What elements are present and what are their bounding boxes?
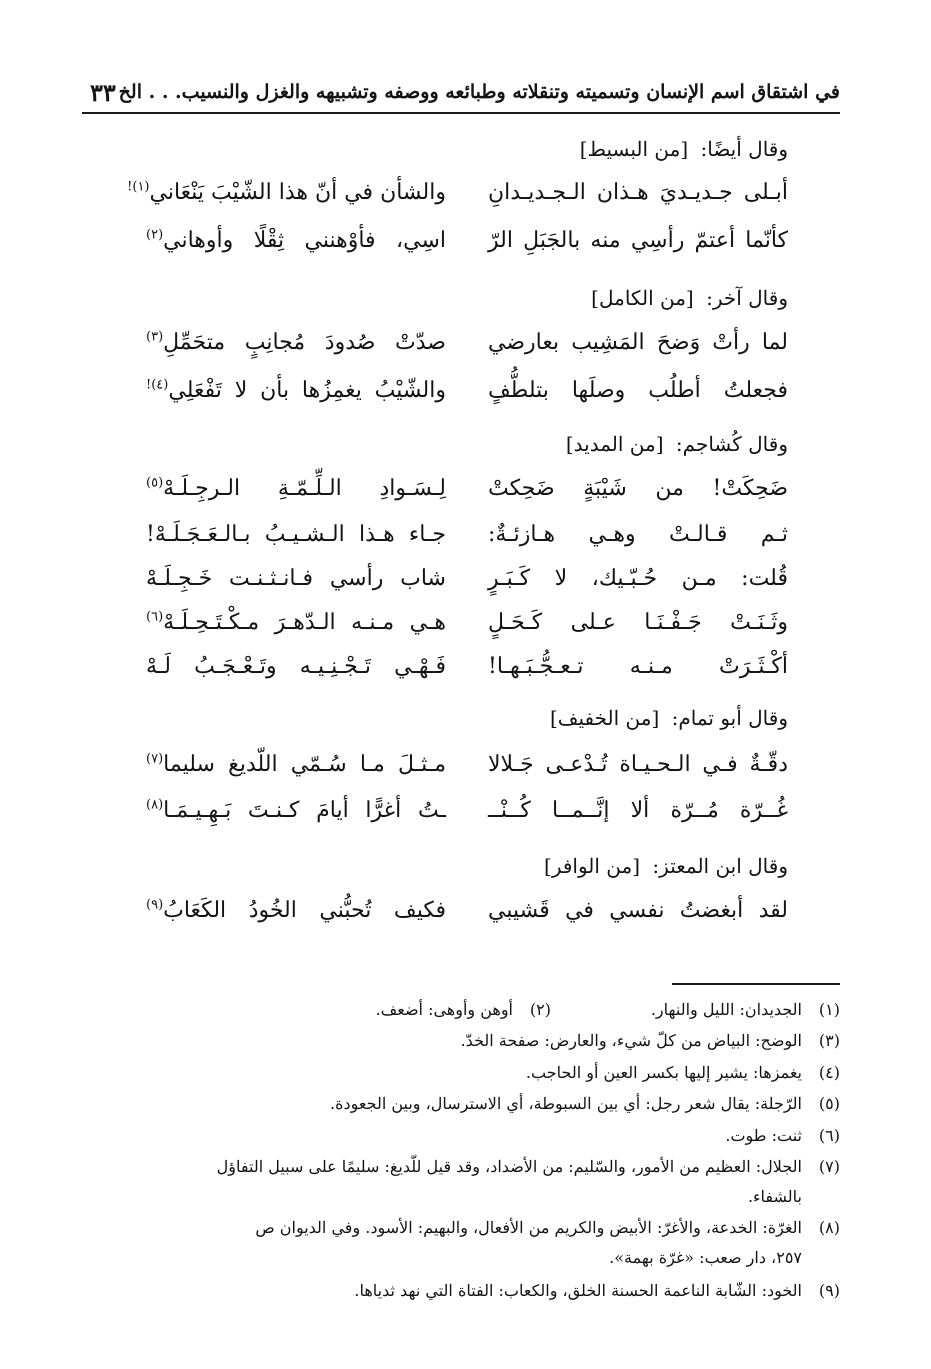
second-hemistich xyxy=(146,228,446,253)
first-hemistich: فجعلتُ أطلُب وصلَها بتلطُّفٍ xyxy=(488,378,788,403)
verse xyxy=(0,566,931,616)
meter-label: [من الخفيف] xyxy=(549,706,660,730)
footnote-marker: (٦) xyxy=(146,609,164,625)
verse xyxy=(0,378,931,428)
footnote-number: (٩) xyxy=(818,1281,840,1300)
poet-attribution: وقال آخر: xyxy=(706,286,788,310)
footnote xyxy=(330,1094,840,1113)
verse xyxy=(0,798,931,848)
poet-attribution: وقال أبو تمام: xyxy=(671,706,788,730)
hemistich-text: هـي مـنـه الـدّهـرَ مـكْـتَـحِـلَـهْ xyxy=(163,610,446,635)
poem-intro xyxy=(544,854,788,878)
verse xyxy=(0,610,931,660)
first-hemistich: غُــرّة مُــرّة ألا إنَّــمــا كُــنْــ xyxy=(488,798,788,823)
page-number: ٣٣ xyxy=(90,77,116,107)
meter-label: [من البسيط] xyxy=(579,137,689,161)
meter-label: [من الكامل] xyxy=(591,286,694,310)
poet-attribution: وقال كُشاجم: xyxy=(675,432,788,456)
running-title: في اشتقاق اسم الإنسان وتسميته وتنقلاته وطبائعه ووصفه وتشبيهه والغزل والنسيب. . . الخ xyxy=(118,81,840,103)
footnote-number: (٧) xyxy=(818,1157,840,1176)
poem-intro xyxy=(580,137,788,161)
footnote-text: ثنت: طوت. xyxy=(725,1126,802,1145)
footnote-marker: (٢) xyxy=(146,227,164,243)
hemistich-text: صدّتْ صُدودَ مُجانِبٍ متحَمِّلِ xyxy=(163,330,446,355)
verse xyxy=(0,330,931,380)
footnote-marker: (٣) xyxy=(146,329,164,345)
first-hemistich: دقّـةٌ فـي الـحـيـاة تُـدْعـى جَـلالا xyxy=(488,752,788,777)
meter-label: [من الوافر] xyxy=(544,854,641,878)
hemistich-text: شاب رأسي فـانـثـنـت خَـجِـلَـهْ xyxy=(146,566,446,591)
second-hemistich xyxy=(146,752,446,777)
first-hemistich: أبـلى جـديـديَ هـذان الـجـديـدانِ xyxy=(488,180,788,205)
verse xyxy=(0,180,931,230)
footnote-number: (١) xyxy=(818,1000,840,1019)
hemistich-text: والشأن في أنّ هذا الشّيْبَ يَنْعَاني xyxy=(149,180,446,205)
poet-attribution: وقال أيضًا: xyxy=(700,137,788,161)
hemistich-text: مـثـلَ مـا سُـمّي اللّديغ سليما xyxy=(163,752,446,777)
second-hemistich xyxy=(127,179,446,205)
verse xyxy=(0,654,931,704)
footnote xyxy=(217,1157,840,1176)
verse xyxy=(0,228,931,278)
footnote-number: (٥) xyxy=(818,1094,840,1113)
first-hemistich: كأنّما أعتمّ رأسِي منه بالجَبَلِ الرّ xyxy=(488,228,788,253)
footnote-marker: (٨) xyxy=(146,797,164,813)
footnote xyxy=(725,1126,840,1145)
footnote-marker: (١)! xyxy=(127,179,150,195)
first-hemistich: أكْـثَـرَتْ مـنـه تـعـجُّـبَـهـا! xyxy=(488,654,788,679)
hemistich-text: فَـهْـي تَـجْـنِـيـه وتَـعْـجَـبُ لَـهْ xyxy=(146,654,446,679)
first-hemistich: ثـم قـالـتْ وهـي هـازئـةٌ: xyxy=(488,522,788,547)
verse xyxy=(0,522,931,572)
running-header xyxy=(82,72,840,114)
poem-intro xyxy=(591,286,788,310)
second-hemistich xyxy=(146,798,446,823)
second-hemistich xyxy=(146,522,446,547)
first-hemistich: ضَحِكَتْ! من شَيْبَةٍ ضَحِكتْ xyxy=(488,476,788,501)
footnote-marker: (٥) xyxy=(146,475,164,491)
second-hemistich xyxy=(146,476,446,501)
hemistich-text: جـاء هـذا الـشـيـبُ بـالـعَـجَـلَـهْ! xyxy=(146,522,446,547)
second-hemistich xyxy=(146,610,446,635)
poem-intro xyxy=(566,432,788,456)
footnote-text: أوهن وأوهى: أضعف. xyxy=(375,1000,513,1019)
second-hemistich xyxy=(146,566,446,591)
poet-attribution: وقال ابن المعتز: xyxy=(652,854,788,878)
footnote-separator xyxy=(672,983,840,985)
hemistich-text: والشّيْبُ يغمِزُها بأن لا تَفْعَلِي xyxy=(168,378,446,403)
footnote-marker: (٩) xyxy=(146,897,164,913)
footnote-number: (٣) xyxy=(818,1031,840,1050)
second-hemistich xyxy=(146,654,446,679)
first-hemistich: قُلت: مـن حُـبّـيك، لا كَـبَـرٍ xyxy=(488,566,788,591)
footnote-text: الوضح: البياض من كلّ شيء، والعارض: صفحة الخدّ. xyxy=(460,1031,802,1050)
footnote xyxy=(651,1000,840,1019)
footnote-text: الجلال: العظيم من الأمور، والسّليم: من الأضداد، وقد قيل للّديغ: سليمًا على سبيل التفاؤل xyxy=(216,1157,802,1176)
first-hemistich: لقد أبغضتُ نفسي في قَشيبي xyxy=(488,898,788,923)
verse xyxy=(0,898,931,948)
footnote xyxy=(255,1218,840,1237)
footnote-text: الجديدان: الليل والنهار. xyxy=(650,1000,802,1019)
second-hemistich xyxy=(146,898,446,923)
footnote xyxy=(354,1281,840,1300)
poem-intro xyxy=(550,706,788,730)
footnote-marker: (٤)! xyxy=(146,377,169,393)
footnote-text: يغمزها: يشير إليها بكسر العين أو الحاجب. xyxy=(525,1063,802,1082)
meter-label: [من المديد] xyxy=(565,432,664,456)
footnote-text: الرّجلة: يقال شعر رجل: أي بين السبوطة، أي الاسترسال، وبين الجعودة. xyxy=(330,1094,802,1113)
footnote-text: الغرّة: الخدعة، والأغرّ: الأبيض والكريم من الأفعال، والبهيم: الأسود. وفي الديوان ص xyxy=(255,1218,802,1237)
footnote-continuation: بالشفاء. xyxy=(747,1187,802,1206)
hemistich-text: لِـسَـوادِ الـلِّـمّـةِ الـرجِـلَـهْ xyxy=(163,476,446,501)
footnote-number: (٤) xyxy=(818,1063,840,1082)
footnote-number: (٦) xyxy=(818,1126,840,1145)
second-hemistich xyxy=(146,378,446,403)
verse xyxy=(0,476,931,526)
footnote-marker: (٧) xyxy=(146,751,164,767)
verse xyxy=(0,752,931,802)
footnote-continuation: ٢٥٧، دار صعب: «غرّة بهمة». xyxy=(609,1248,802,1267)
footnote xyxy=(376,1000,551,1019)
footnote-number: (٨) xyxy=(818,1218,840,1237)
first-hemistich: وثَـنَـتْ جَـفْـنَـا عـلى كَـحَـلٍ xyxy=(488,610,788,635)
hemistich-text: فكيف تُحبُّني الخُودُ الكَعَابُ xyxy=(163,898,446,923)
hemistich-text: اسِي، فأوْهنني ثِقْلًا وأوهاني xyxy=(163,228,446,253)
first-hemistich: لما رأتْ وَضحَ المَشِيب بعارضي xyxy=(488,330,788,355)
footnote xyxy=(526,1063,840,1082)
second-hemistich xyxy=(146,330,446,355)
footnote-text: الخود: الشّابة الناعمة الحسنة الخلق، والكعاب: الفتاة التي نهد ثدياها. xyxy=(354,1281,802,1300)
footnote xyxy=(461,1031,840,1050)
hemistich-text: ـتُ أغرًّا أيامَ كـنـتَ بَـهِـيـمَـا xyxy=(163,798,446,823)
footnote-number: (٢) xyxy=(529,1000,551,1019)
